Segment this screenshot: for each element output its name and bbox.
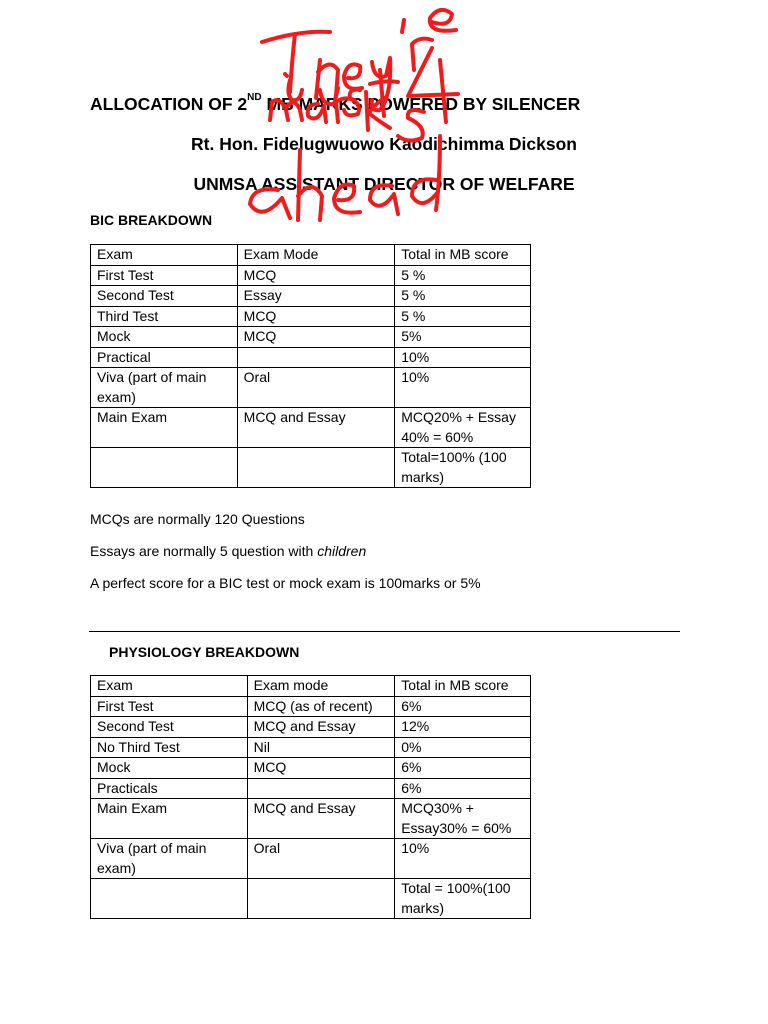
- bic-table-cell: 5 %: [395, 306, 531, 327]
- physiology-table-cell: No Third Test: [91, 737, 248, 758]
- note-essay-emphasis: children: [317, 543, 367, 559]
- physiology-table-cell: MCQ30% + Essay30% = 60%: [395, 799, 531, 839]
- bic-table-cell: MCQ: [237, 265, 395, 286]
- bic-table-row: [91, 306, 531, 327]
- bic-table-cell: Second Test: [91, 286, 238, 307]
- physiology-table-row: [91, 717, 531, 738]
- bic-table-row: [91, 368, 531, 408]
- document-title: [90, 94, 580, 115]
- bic-table-cell: [237, 347, 395, 368]
- title-prefix: ALLOCATION OF 2: [90, 94, 248, 114]
- physiology-table-cell: 12%: [395, 717, 531, 738]
- physiology-table-cell: 6%: [395, 696, 531, 717]
- physiology-table-cell: [247, 778, 395, 799]
- bic-column-header: Total in MB score: [395, 245, 531, 266]
- note-essay-count: [90, 543, 366, 559]
- physiology-breakdown-table: [90, 675, 531, 919]
- bic-table-cell: MCQ: [237, 306, 395, 327]
- physiology-table-cell: MCQ (as of recent): [247, 696, 395, 717]
- note-mcq-count: MCQs are normally 120 Questions: [90, 511, 305, 527]
- bic-header-row: [91, 245, 531, 266]
- note-perfect-score: A perfect score for a BIC test or mock exam is 100marks or 5%: [90, 575, 481, 591]
- bic-table-cell: Viva (part of main exam): [91, 368, 238, 408]
- bic-table-cell: 5%: [395, 327, 531, 348]
- bic-table-cell: [91, 448, 238, 488]
- bic-table-cell: Mock: [91, 327, 238, 348]
- note-essay-text: Essays are normally 5 question with: [90, 543, 318, 559]
- physiology-column-header: Total in MB score: [395, 676, 531, 697]
- bic-table-cell: Main Exam: [91, 408, 238, 448]
- physiology-table-cell: MCQ and Essay: [247, 717, 395, 738]
- title-suffix: MB MARKS POWERED BY SILENCER: [261, 94, 581, 114]
- bic-table-cell: 5 %: [395, 265, 531, 286]
- section-divider: [89, 631, 680, 632]
- physiology-table-row: [91, 758, 531, 779]
- physiology-table-cell: Total = 100%(100 marks): [395, 879, 531, 919]
- bic-table-cell: Essay: [237, 286, 395, 307]
- bic-table-cell: Third Test: [91, 306, 238, 327]
- physiology-table-row: [91, 799, 531, 839]
- physiology-table-cell: Mock: [91, 758, 248, 779]
- physiology-table-cell: [247, 879, 395, 919]
- physiology-header-row: [91, 676, 531, 697]
- bic-table-cell: MCQ20% + Essay 40% = 60%: [395, 408, 531, 448]
- title-superscript: ND: [247, 92, 262, 103]
- physiology-section-title: PHYSIOLOGY BREAKDOWN: [109, 644, 300, 660]
- bic-table-row: [91, 448, 531, 488]
- bic-table-cell: 5 %: [395, 286, 531, 307]
- physiology-table-cell: First Test: [91, 696, 248, 717]
- physiology-table-cell: Viva (part of main exam): [91, 839, 248, 879]
- bic-table-cell: [237, 448, 395, 488]
- bic-table-cell: MCQ and Essay: [237, 408, 395, 448]
- bic-table-cell: MCQ: [237, 327, 395, 348]
- physiology-table-row: [91, 879, 531, 919]
- bic-table-row: [91, 408, 531, 448]
- physiology-table-cell: MCQ: [247, 758, 395, 779]
- bic-table-row: [91, 265, 531, 286]
- physiology-table-cell: 6%: [395, 758, 531, 779]
- physiology-table-cell: [91, 879, 248, 919]
- physiology-table-cell: 0%: [395, 737, 531, 758]
- bic-table-cell: 10%: [395, 347, 531, 368]
- author-name: Rt. Hon. Fidelugwuowo Kaodichimma Dickson: [191, 134, 577, 154]
- bic-table-row: [91, 327, 531, 348]
- physiology-table-cell: Oral: [247, 839, 395, 879]
- bic-table-row: [91, 286, 531, 307]
- physiology-column-header: Exam: [91, 676, 248, 697]
- bic-column-header: Exam: [91, 245, 238, 266]
- bic-section-title: BIC BREAKDOWN: [90, 212, 213, 228]
- bic-table-row: [91, 347, 531, 368]
- author-role: UNMSA ASSISTANT DIRECTOR OF WELFARE: [193, 174, 575, 194]
- bic-table-cell: Practical: [91, 347, 238, 368]
- bic-column-header: Exam Mode: [237, 245, 395, 266]
- physiology-table-cell: Nil: [247, 737, 395, 758]
- physiology-table-row: [91, 778, 531, 799]
- bic-table-cell: Total=100% (100 marks): [395, 448, 531, 488]
- bic-table-cell: First Test: [91, 265, 238, 286]
- bic-table-cell: 10%: [395, 368, 531, 408]
- physiology-column-header: Exam mode: [247, 676, 395, 697]
- physiology-table-row: [91, 839, 531, 879]
- physiology-table-cell: Main Exam: [91, 799, 248, 839]
- physiology-table-cell: Second Test: [91, 717, 248, 738]
- bic-table-cell: Oral: [237, 368, 395, 408]
- bic-breakdown-table: [90, 244, 531, 488]
- physiology-table-row: [91, 696, 531, 717]
- physiology-table-cell: 10%: [395, 839, 531, 879]
- physiology-table-cell: 6%: [395, 778, 531, 799]
- physiology-table-cell: Practicals: [91, 778, 248, 799]
- physiology-table-row: [91, 737, 531, 758]
- physiology-table-cell: MCQ and Essay: [247, 799, 395, 839]
